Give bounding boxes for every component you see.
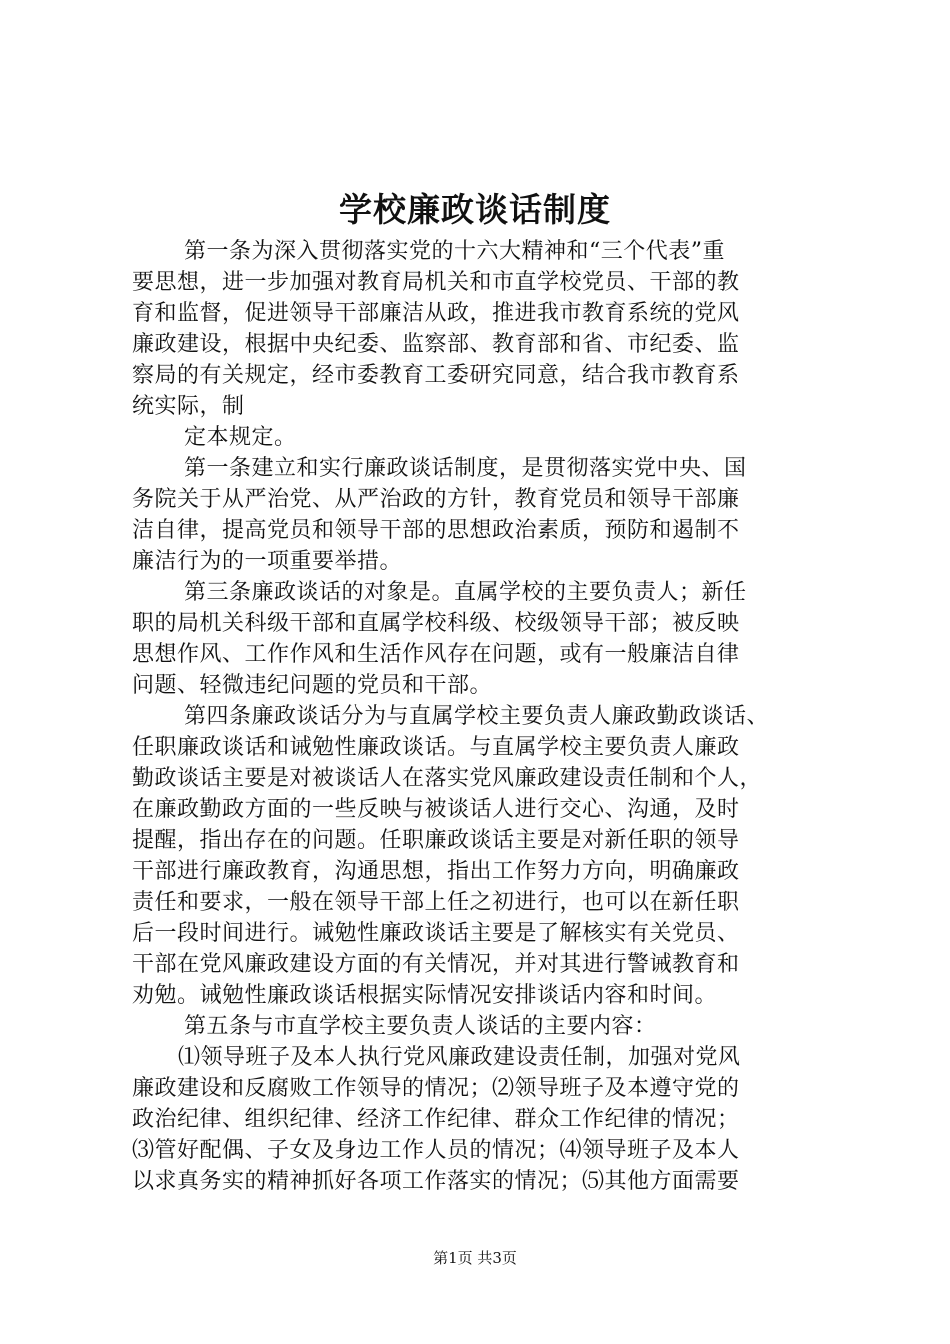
text-line: 干部在党风廉政建设方面的有关情况，并对其进行警诫教育和 (132, 952, 740, 977)
text-line: 提醒，指出存在的问题。任职廉政谈话主要是对新任职的领导 (132, 828, 740, 853)
text-line: 定本规定。 (184, 425, 297, 450)
text-line: 廉政建设，根据中央纪委、监察部、教育部和省、市纪委、监 (132, 332, 740, 357)
text-line: ⑶管好配偶、子女及身边工作人员的情况；⑷领导班子及本人 (132, 1138, 740, 1163)
text-line: 劝勉。诫勉性廉政谈话根据实际情况安排谈话内容和时间。 (132, 983, 718, 1008)
text-line: 任职廉政谈话和诫勉性廉政谈话。与直属学校主要负责人廉政 (132, 735, 740, 760)
text-line: 第三条廉政谈话的对象是。直属学校的主要负责人；新任 (184, 580, 747, 605)
text-line: 责任和要求，一般在领导干部上任之初进行，也可以在新任职 (132, 890, 740, 915)
text-line: 廉政建设和反腐败工作领导的情况；⑵领导班子及本遵守党的 (132, 1076, 740, 1101)
text-line: 政治纪律、组织纪律、经济工作纪律、群众工作纪律的情况； (132, 1107, 740, 1132)
text-line: 第五条与市直学校主要负责人谈话的主要内容： (184, 1014, 657, 1039)
text-line: 后一段时间进行。诫勉性廉政谈话主要是了解核实有关党员、 (132, 921, 740, 946)
text-line: 洁自律，提高党员和领导干部的思想政治素质，预防和遏制不 (132, 518, 740, 543)
text-line: ⑴领导班子及本人执行党风廉政建设责任制，加强对党风 (178, 1045, 741, 1070)
text-line: 问题、轻微违纪问题的党员和干部。 (132, 673, 493, 698)
text-line: 要思想，进一步加强对教育局机关和市直学校党员、干部的教 (132, 270, 740, 295)
document-title: 学校廉政谈话制度 (339, 190, 611, 229)
text-line: 勤政谈话主要是对被谈话人在落实党风廉政建设责任制和个人， (132, 766, 763, 791)
text-line: 第一条建立和实行廉政谈话制度，是贯彻落实党中央、国 (184, 456, 747, 481)
document-body (132, 236, 832, 1197)
text-line: 育和监督，促进领导干部廉洁从政，推进我市教育系统的党风 (132, 301, 740, 326)
page-footer: 第1页 共3页 (433, 1249, 517, 1267)
text-line: 以求真务实的精神抓好各项工作落实的情况；⑸其他方面需要 (132, 1169, 740, 1194)
text-line: 思想作风、工作作风和生活作风存在问题，或有一般廉洁自律 (132, 642, 740, 667)
text-line: 察局的有关规定，经市委教育工委研究同意，结合我市教育系 (132, 363, 740, 388)
text-line: 第四条廉政谈话分为与直属学校主要负责人廉政勤政谈话、 (184, 704, 770, 729)
text-line: 廉洁行为的一项重要举措。 (132, 549, 403, 574)
text-line: 统实际，制 (132, 394, 245, 419)
text-line: 干部进行廉政教育，沟通思想，指出工作努力方向，明确廉政 (132, 859, 740, 884)
text-line: 在廉政勤政方面的一些反映与被谈话人进行交心、沟通，及时 (132, 797, 740, 822)
text-line: 职的局机关科级干部和直属学校科级、校级领导干部；被反映 (132, 611, 740, 636)
text-line: 第一条为深入贯彻落实党的十六大精神和“三个代表”重 (184, 239, 725, 264)
text-line: 务院关于从严治党、从严治政的方针，教育党员和领导干部廉 (132, 487, 740, 512)
